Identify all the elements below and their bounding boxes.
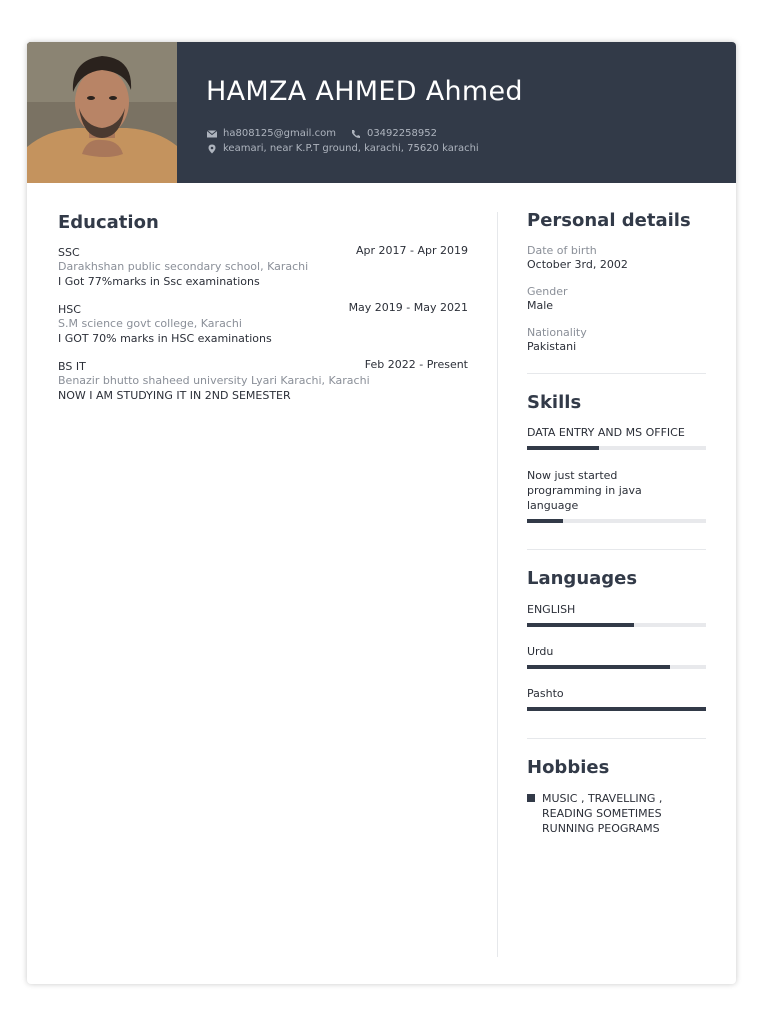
hobby-item bbox=[527, 791, 706, 836]
skill-bar-fill bbox=[527, 446, 599, 450]
language-name: ENGLISH bbox=[527, 603, 576, 616]
detail-value: Pakistani bbox=[527, 340, 577, 353]
skill-bar-track bbox=[527, 446, 706, 450]
education-school: Darakhshan public secondary school, Karachi bbox=[58, 260, 309, 273]
languages-title: Languages bbox=[527, 568, 638, 589]
skill-item bbox=[527, 425, 706, 450]
language-item bbox=[527, 644, 706, 669]
address-row bbox=[206, 143, 479, 154]
detail-label: Gender bbox=[527, 285, 568, 298]
education-description: I GOT 70% marks in HSC examinations bbox=[58, 332, 272, 345]
bullet-square-icon bbox=[527, 794, 535, 802]
education-description: NOW I AM STUDYING IT IN 2ND SEMESTER bbox=[58, 389, 291, 402]
resume-header bbox=[27, 42, 736, 183]
language-bar-track bbox=[527, 623, 706, 627]
education-degree: BS IT bbox=[58, 360, 86, 373]
profile-photo-illustration bbox=[27, 42, 177, 183]
skill-item bbox=[527, 468, 706, 523]
personal-details-title: Personal details bbox=[527, 210, 691, 231]
phone-text[interactable]: 03492258952 bbox=[366, 128, 437, 139]
email-icon bbox=[206, 129, 218, 139]
email-text[interactable]: ha808125@gmail.com bbox=[223, 128, 336, 139]
profile-photo bbox=[27, 42, 177, 183]
language-item bbox=[527, 602, 706, 627]
sidebar bbox=[527, 210, 706, 836]
education-title: Education bbox=[58, 212, 159, 233]
language-name: Pashto bbox=[527, 687, 564, 700]
education-item bbox=[58, 358, 468, 415]
candidate-name: HAMZA AHMED Ahmed bbox=[206, 76, 523, 107]
education-item bbox=[58, 301, 468, 358]
education-date: May 2019 - May 2021 bbox=[348, 301, 468, 314]
personal-detail-dob bbox=[527, 244, 706, 271]
education-description: I Got 77%marks in Ssc examinations bbox=[58, 275, 260, 288]
phone-icon bbox=[350, 129, 362, 139]
resume-page bbox=[27, 42, 736, 984]
location-pin-icon bbox=[206, 144, 218, 154]
education-school: Benazir bhutto shaheed university Lyari Karachi, Karachi bbox=[58, 374, 370, 387]
language-bar-track bbox=[527, 707, 706, 711]
education-degree: HSC bbox=[58, 303, 81, 316]
skill-bar-fill bbox=[527, 519, 563, 523]
language-item bbox=[527, 686, 706, 711]
language-bar-fill bbox=[527, 665, 670, 669]
column-divider bbox=[497, 212, 498, 957]
language-bar-fill bbox=[527, 623, 634, 627]
personal-detail-gender bbox=[527, 285, 706, 312]
language-name: Urdu bbox=[527, 645, 554, 658]
education-date: Apr 2017 - Apr 2019 bbox=[355, 244, 468, 257]
address-text: keamari, near K.P.T ground, karachi, 75620 karachi bbox=[223, 143, 479, 154]
education-degree: SSC bbox=[58, 246, 80, 259]
education-item bbox=[58, 244, 468, 301]
education-date: Feb 2022 - Present bbox=[364, 358, 468, 371]
skills-title: Skills bbox=[527, 392, 582, 413]
personal-detail-nationality bbox=[527, 326, 706, 353]
detail-label: Nationality bbox=[527, 326, 587, 339]
contact-row bbox=[206, 128, 437, 139]
detail-value: Male bbox=[527, 299, 554, 312]
hobby-text: MUSIC , TRAVELLING , READING SOMETIMES RUNNING PEOGRAMS bbox=[542, 792, 663, 835]
education-school: S.M science govt college, Karachi bbox=[58, 317, 242, 330]
skill-bar-track bbox=[527, 519, 706, 523]
skill-name: Now just started programming in java language bbox=[527, 469, 642, 512]
language-bar-track bbox=[527, 665, 706, 669]
detail-label: Date of birth bbox=[527, 244, 597, 257]
detail-value: October 3rd, 2002 bbox=[527, 258, 628, 271]
skill-name: DATA ENTRY AND MS OFFICE bbox=[527, 426, 685, 439]
language-bar-fill bbox=[527, 707, 706, 711]
education-section bbox=[58, 212, 468, 415]
hobbies-title: Hobbies bbox=[527, 757, 610, 778]
